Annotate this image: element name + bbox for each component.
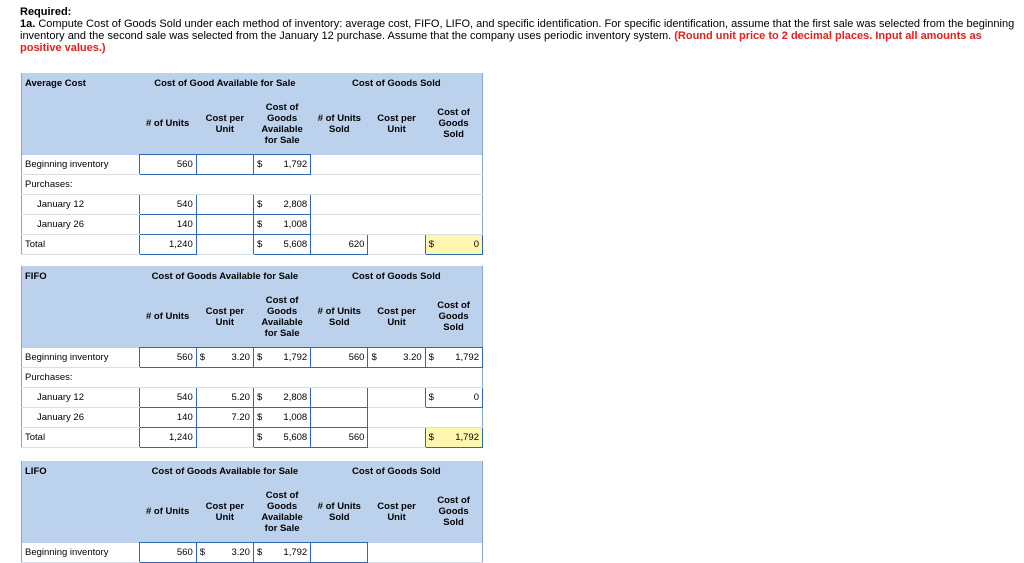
group-available-header: Cost of Goods Available for Sale	[139, 461, 311, 481]
cost-per-unit-input[interactable]: 7.20	[196, 408, 253, 428]
total-units-sold[interactable]: 560	[311, 428, 368, 448]
units-sold-input[interactable]	[311, 408, 368, 428]
section-title: LIFO	[22, 461, 140, 481]
units-input[interactable]: 560	[139, 543, 196, 563]
average-cost-table	[21, 73, 483, 255]
header-cost-per-unit: Cost per Unit	[368, 481, 425, 543]
total-units[interactable]: 1,240	[139, 428, 196, 448]
header-cost-per-unit: Cost per Unit	[196, 286, 253, 348]
cost-per-unit-input[interactable]	[196, 215, 253, 235]
cost-per-unit-input[interactable]: $ 3.20	[196, 348, 253, 368]
total-cogs[interactable]: $ 1,792	[425, 428, 482, 448]
units-input[interactable]: 540	[139, 388, 196, 408]
units-sold-input[interactable]	[311, 388, 368, 408]
header-cost-per-unit: Cost per Unit	[196, 93, 253, 155]
row-label: Total	[22, 428, 140, 448]
row-label: January 12	[22, 388, 140, 408]
instructions: Compute Cost of Goods Sold under each method of inventory: average cost, FIFO, LIFO, and specific identification. For specific identification, assume that the first sale was selected from the beginning inventory and the second sale was selected from the January 12 purchase. Assume that the company uses periodic inventory system.	[20, 18, 1015, 42]
header-cost-per-unit: Cost per Unit	[368, 93, 425, 155]
row-label: Purchases:	[22, 175, 140, 195]
header-cogs: Cost of Goods Sold	[425, 286, 482, 348]
header-cost-available: Cost of Goods Available for Sale	[253, 481, 310, 543]
rounding-note: (Round unit price to 2 decimal places. Input all amounts as positive values.)	[20, 30, 982, 54]
group-sold-header: Cost of Goods Sold	[311, 266, 483, 286]
header-units: # of Units	[139, 93, 196, 155]
group-available-header: Cost of Goods Available for Sale	[139, 266, 311, 286]
row-label: January 12	[22, 195, 140, 215]
section-title: Average Cost	[22, 73, 140, 93]
group-available-header: Cost of Good Available for Sale	[139, 73, 311, 93]
units-sold-input[interactable]: 560	[311, 348, 368, 368]
part-label: 1a.	[20, 18, 36, 30]
header-cost-available: Cost of Goods Available for Sale	[253, 286, 310, 348]
total-cost[interactable]: $ 5,608	[253, 428, 310, 448]
cogs-input[interactable]: $ 1,792	[425, 348, 482, 368]
units-input[interactable]: 140	[139, 215, 196, 235]
fifo-table	[21, 266, 483, 448]
cost-input[interactable]: $ 2,808	[253, 388, 310, 408]
group-sold-header: Cost of Goods Sold	[311, 73, 483, 93]
requirements-text	[20, 6, 1020, 54]
cost-per-unit-input[interactable]: $ 3.20	[196, 543, 253, 563]
units-input[interactable]: 540	[139, 195, 196, 215]
cost-input[interactable]: $ 1,792	[253, 348, 310, 368]
total-units[interactable]: 1,240	[139, 235, 196, 255]
header-cogs: Cost of Goods Sold	[425, 481, 482, 543]
header-units-sold: # of Units Sold	[311, 481, 368, 543]
cost-input[interactable]: $ 1,792	[253, 543, 310, 563]
cost-input[interactable]: $ 1,008	[253, 215, 310, 235]
units-input[interactable]: 140	[139, 408, 196, 428]
group-sold-header: Cost of Goods Sold	[311, 461, 483, 481]
header-units: # of Units	[139, 286, 196, 348]
cost-input[interactable]: $ 1,792	[253, 155, 310, 175]
units-sold-input[interactable]	[311, 543, 368, 563]
units-input[interactable]: 560	[139, 348, 196, 368]
total-units-sold[interactable]: 620	[311, 235, 368, 255]
row-label: January 26	[22, 215, 140, 235]
section-title: FIFO	[22, 266, 140, 286]
cost-input[interactable]: $ 1,008	[253, 408, 310, 428]
header-cost-per-unit: Cost per Unit	[196, 481, 253, 543]
header-units-sold: # of Units Sold	[311, 286, 368, 348]
required-title: Required:	[20, 6, 72, 18]
row-label: January 26	[22, 408, 140, 428]
lifo-table	[21, 461, 483, 563]
cost-per-unit-input[interactable]	[196, 195, 253, 215]
cogs-input[interactable]: $ 0	[425, 388, 482, 408]
units-input[interactable]: 560	[139, 155, 196, 175]
row-label: Purchases:	[22, 368, 140, 388]
sold-cost-per-unit-input[interactable]: $ 3.20	[368, 348, 425, 368]
header-cost-per-unit: Cost per Unit	[368, 286, 425, 348]
row-label: Beginning inventory	[22, 543, 140, 563]
total-cogs[interactable]: $ 0	[425, 235, 482, 255]
total-cost[interactable]: $ 5,608	[253, 235, 310, 255]
header-cogs: Cost of Goods Sold	[425, 93, 482, 155]
cost-per-unit-input[interactable]: 5.20	[196, 388, 253, 408]
row-label: Beginning inventory	[22, 348, 140, 368]
cost-input[interactable]: $ 2,808	[253, 195, 310, 215]
header-units-sold: # of Units Sold	[311, 93, 368, 155]
cost-per-unit-input[interactable]	[196, 155, 253, 175]
row-label: Total	[22, 235, 140, 255]
row-label: Beginning inventory	[22, 155, 140, 175]
header-cost-available: Cost of Goods Available for Sale	[253, 93, 310, 155]
header-units: # of Units	[139, 481, 196, 543]
